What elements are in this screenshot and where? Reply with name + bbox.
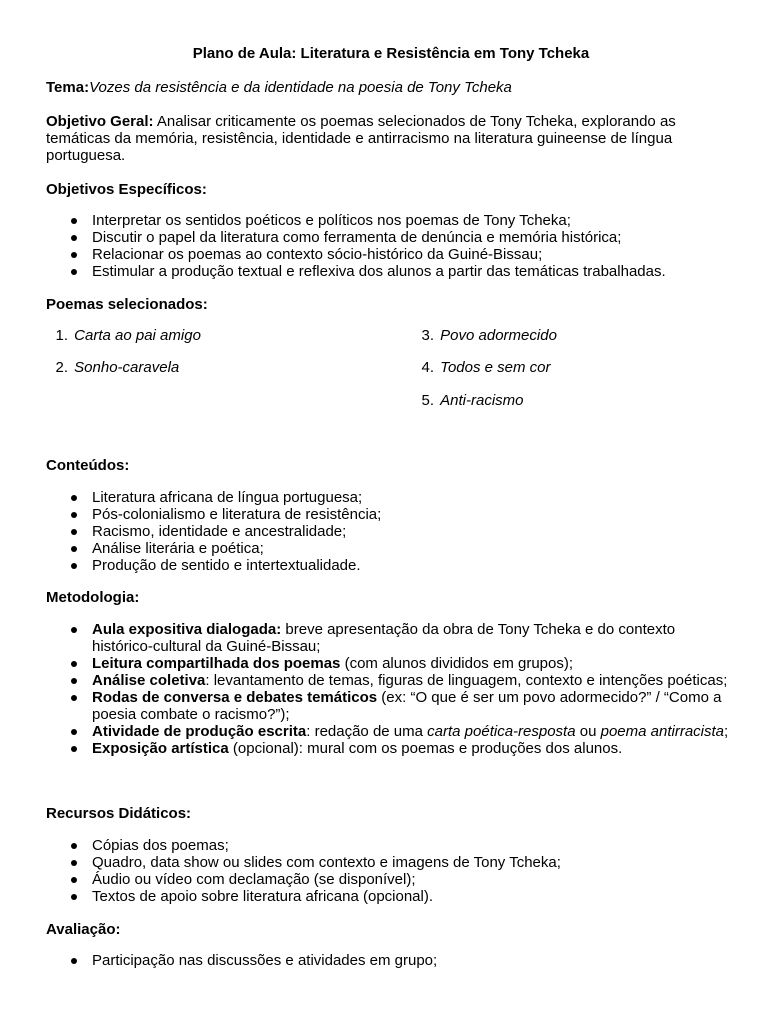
list-item: Literatura africana de língua portuguesa; [46, 489, 736, 506]
tema-text: Vozes da resistência e da identidade na poesia de Tony Tcheka [89, 79, 512, 96]
list-item: Interpretar os sentidos poéticos e políticos nos poemas de Tony Tcheka; [46, 212, 736, 229]
objetivos-especificos-heading: Objetivos Específicos: [46, 181, 207, 198]
recursos-list [46, 837, 736, 905]
poem-item-5: 5. Anti-racismo [421, 392, 524, 409]
list-item: Relacionar os poemas ao contexto sócio-histórico da Guiné-Bissau; [46, 246, 736, 263]
objetivo-geral-paragraph [46, 113, 736, 164]
poem-item-2: 2. Sonho-caravela [55, 359, 180, 376]
list-item: Áudio ou vídeo com declamação (se disponível); [46, 871, 736, 888]
list-item: Estimular a produção textual e reflexiva dos alunos a partir das temáticas trabalhadas. [46, 263, 736, 280]
list-item: Cópias dos poemas; [46, 837, 736, 854]
list-item: Produção de sentido e intertextualidade. [46, 557, 736, 574]
metodologia-heading: Metodologia: [46, 589, 140, 606]
list-item: Aula expositiva dialogada: breve apresentação da obra de Tony Tcheka e do contexto histórico-cultural da Guiné-Bissau; [46, 621, 736, 655]
tema-paragraph [46, 79, 736, 96]
list-item: Pós-colonialismo e literatura de resistência; [46, 506, 736, 523]
poemas-heading: Poemas selecionados: [46, 296, 208, 313]
objetivos-especificos-list [46, 212, 736, 280]
poem-item-1: 1. Carta ao pai amigo [55, 327, 201, 344]
recursos-heading: Recursos Didáticos: [46, 805, 192, 822]
avaliacao-heading: Avaliação: [46, 921, 121, 938]
list-item: Atividade de produção escrita: redação de uma carta poética-resposta ou poema antirracista; [46, 723, 736, 740]
list-item: Textos de apoio sobre literatura africana (opcional). [46, 888, 736, 905]
list-item: Racismo, identidade e ancestralidade; [46, 523, 736, 540]
list-item: Quadro, data show ou slides com contexto e imagens de Tony Tcheka; [46, 854, 736, 871]
conteudos-heading: Conteúdos: [46, 457, 130, 474]
objetivo-geral-label: Objetivo Geral: [46, 113, 154, 130]
tema-label: Tema: [46, 79, 90, 96]
list-item: Exposição artística (opcional): mural com os poemas e produções dos alunos. [46, 740, 736, 757]
conteudos-list [46, 489, 736, 574]
list-item: Rodas de conversa e debates temáticos (ex: “O que é ser um povo adormecido?” / “Como a poesia combate o racismo?”); [46, 689, 736, 723]
document-title: Plano de Aula: Literatura e Resistência em Tony Tcheka [192, 45, 590, 62]
list-item: Participação nas discussões e atividades em grupo; [46, 952, 736, 969]
metodologia-list [46, 621, 736, 757]
list-item: Leitura compartilhada dos poemas (com alunos divididos em grupos); [46, 655, 736, 672]
poem-item-4: 4. Todos e sem cor [421, 359, 551, 376]
list-item: Análise literária e poética; [46, 540, 736, 557]
list-item: Discutir o papel da literatura como ferramenta de denúncia e memória histórica; [46, 229, 736, 246]
list-item: Análise coletiva: levantamento de temas, figuras de linguagem, contexto e intenções poéticas; [46, 672, 736, 689]
avaliacao-list [46, 952, 736, 969]
poem-item-3: 3. Povo adormecido [421, 327, 557, 344]
objetivo-geral-text: Analisar criticamente os poemas selecionados de Tony Tcheka, explorando as temáticas da memória, resistência, identidade e antirracismo na literatura guineense de língua portuguesa. [46, 113, 676, 164]
